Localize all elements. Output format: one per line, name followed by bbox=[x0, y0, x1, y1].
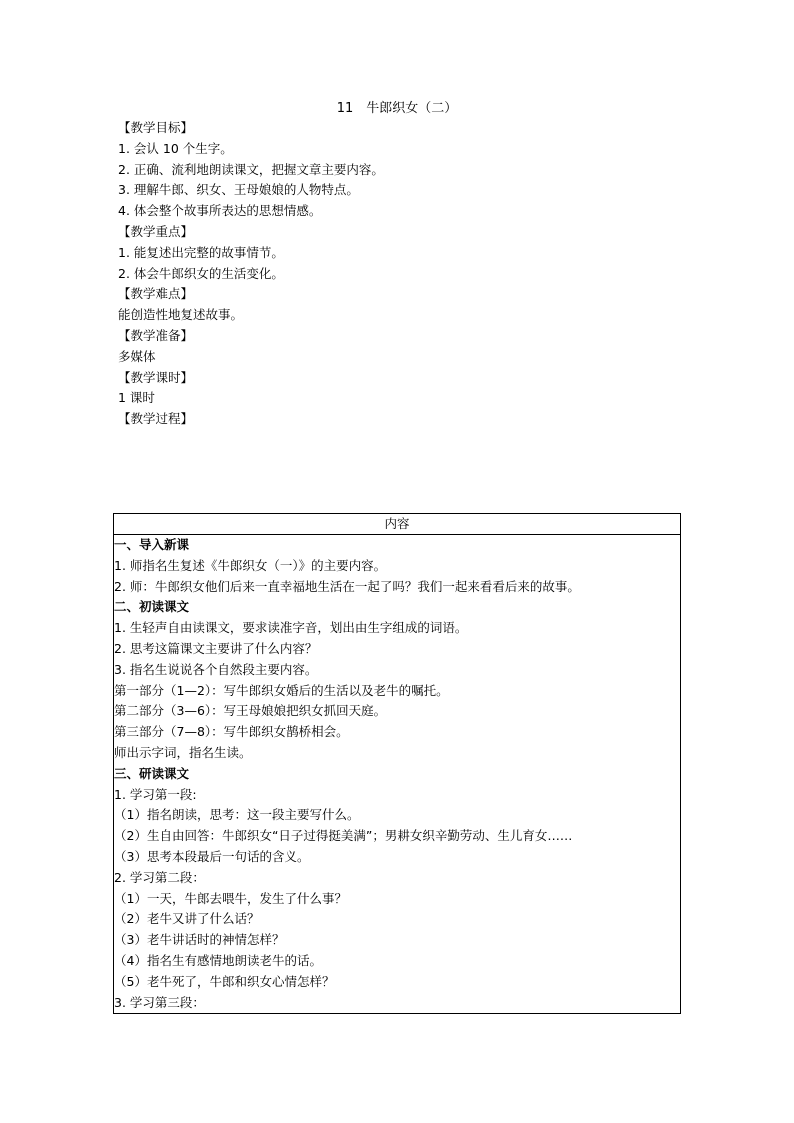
section-heading: 三、研读课文 bbox=[114, 765, 190, 781]
table-body-cell bbox=[114, 535, 681, 1014]
content-line: （3）老牛讲话时的神情怎样？ bbox=[114, 932, 285, 948]
objective-item: 2. 正确、流利地朗读课文，把握文章主要内容。 bbox=[118, 161, 384, 177]
preparation-text: 多媒体 bbox=[118, 348, 156, 364]
objective-item: 4. 体会整个故事所表达的思想情感。 bbox=[118, 203, 322, 219]
content-line: （4）指名生有感情地朗读老牛的话。 bbox=[114, 952, 322, 968]
content-line: 2. 师：牛郎织女他们后来一直幸福地生活在一起了吗？我们一起来看看后来的故事。 bbox=[114, 578, 580, 594]
hours-heading: 【教学课时】 bbox=[118, 369, 194, 385]
process-heading: 【教学过程】 bbox=[118, 411, 194, 427]
content-line: 2. 学习第二段： bbox=[114, 869, 205, 885]
key-point-item: 1. 能复述出完整的故事情节。 bbox=[118, 244, 284, 260]
content-line: 3. 学习第三段： bbox=[114, 994, 205, 1010]
objective-item: 1. 会认 10 个生字。 bbox=[118, 140, 233, 156]
content-line: 第二部分（3—6）：写王母娘娘把织女抓回天庭。 bbox=[114, 703, 387, 719]
content-line: 师出示字词，指名生读。 bbox=[114, 744, 252, 760]
key-points-heading: 【教学重点】 bbox=[118, 223, 194, 239]
preparation-heading: 【教学准备】 bbox=[118, 327, 194, 343]
content-line: 1. 师指名生复述《牛郎织女（一）》的主要内容。 bbox=[114, 557, 387, 573]
difficulty-heading: 【教学难点】 bbox=[118, 286, 194, 302]
content-line: （1）一天，牛郎去喂牛，发生了什么事？ bbox=[114, 890, 347, 906]
table-header-content: 内容 bbox=[114, 514, 681, 535]
section-heading: 二、初读课文 bbox=[114, 599, 190, 615]
content-line: 第一部分（1—2）：写牛郎织女婚后的生活以及老牛的嘱托。 bbox=[114, 682, 449, 698]
content-line: 2. 思考这篇课文主要讲了什么内容？ bbox=[114, 640, 318, 656]
content-line: （3）思考本段最后一句话的含义。 bbox=[114, 848, 310, 864]
content-line: 3. 指名生说说各个自然段主要内容。 bbox=[114, 661, 318, 677]
content-line: （1）指名朗读，思考：这一段主要写什么。 bbox=[114, 807, 360, 823]
document-title: 11 牛郎织女（二） bbox=[336, 101, 458, 116]
content-line: 1. 学习第一段: bbox=[114, 786, 197, 802]
lesson-content-table bbox=[113, 513, 681, 1014]
content-line: （5）老牛死了，牛郎和织女心情怎样？ bbox=[114, 973, 335, 989]
content-line: （2）老牛又讲了什么话？ bbox=[114, 911, 260, 927]
objective-item: 3. 理解牛郎、织女、王母娘娘的人物特点。 bbox=[118, 182, 359, 198]
content-line: （2）生自由回答：牛郎织女“日子过得挺美满”；男耕女织辛勤劳动、生儿育女…… bbox=[114, 828, 573, 844]
objectives-heading: 【教学目标】 bbox=[118, 120, 194, 135]
difficulty-text: 能创造性地复述故事。 bbox=[118, 307, 244, 323]
hours-text: 1 课时 bbox=[118, 390, 155, 406]
content-line: 第三部分（7—8）：写牛郎织女鹊桥相会。 bbox=[114, 724, 349, 740]
content-line: 1. 生轻声自由读课文，要求读准字音，划出由生字组成的词语。 bbox=[114, 620, 468, 636]
key-point-item: 2. 体会牛郎织女的生活变化。 bbox=[118, 265, 284, 281]
lesson-plan-header bbox=[118, 118, 718, 430]
section-heading: 一、导入新课 bbox=[114, 537, 190, 552]
